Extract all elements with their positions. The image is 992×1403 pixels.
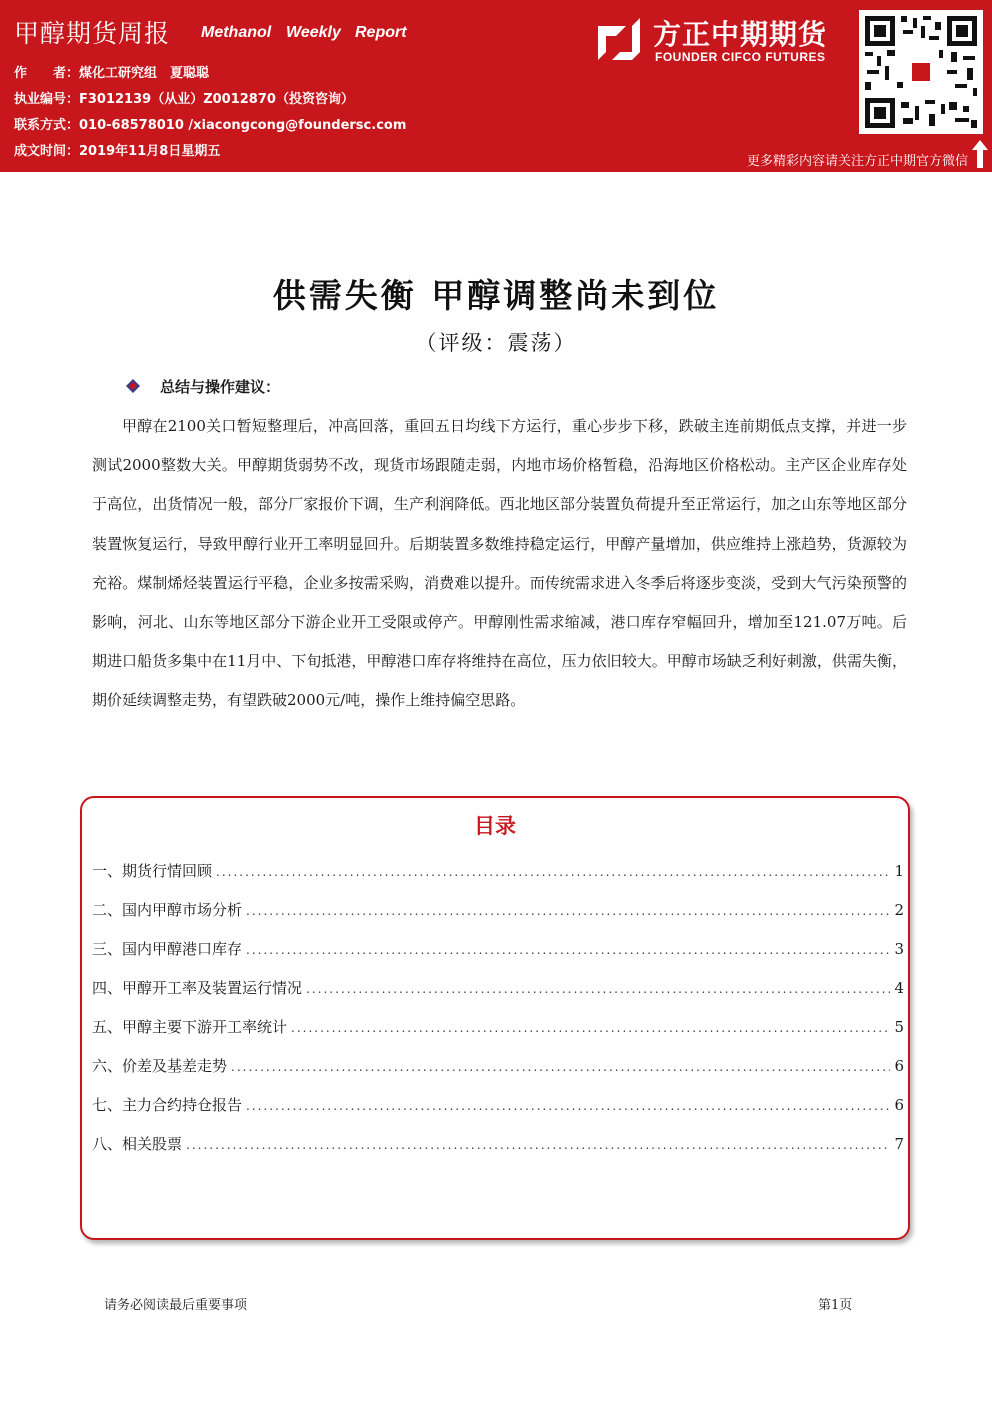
arrow-up-icon — [972, 140, 988, 168]
table-of-contents — [80, 796, 910, 1240]
toc-item-page: 4 — [894, 979, 904, 997]
toc-item-label: 六、价差及基差走势 — [92, 1057, 228, 1075]
author-line: 作 者：煤化工研究组 夏聪聪 — [14, 66, 210, 81]
page-number: 第1页 — [818, 1298, 853, 1313]
footer-notice: 请务必阅读最后重要事项 — [104, 1298, 248, 1313]
toc-item-label: 四、甲醇开工率及装置运行情况 — [92, 979, 303, 997]
toc-leader-dots — [306, 982, 890, 996]
toc-item-label: 三、国内甲醇港口库存 — [92, 940, 243, 958]
toc-title: 目录 — [474, 814, 516, 838]
follow-wechat-text: 更多精彩内容请关注方正中期官方微信 — [746, 154, 968, 169]
toc-item-label: 一、期货行情回顾 — [92, 862, 213, 880]
page-title: 供需失衡 甲醇调整尚未到位 — [272, 276, 720, 315]
report-title: 甲醇期货周报 — [14, 19, 171, 48]
toc-item-page: 5 — [894, 1018, 904, 1036]
logo-chinese-name: 方正中期期货 — [653, 18, 828, 51]
toc-leader-dots — [291, 1021, 890, 1035]
toc-leader-dots — [246, 904, 890, 918]
toc-leader-dots — [246, 1099, 890, 1113]
toc-item[interactable] — [92, 899, 904, 921]
toc-item-page: 6 — [894, 1057, 904, 1075]
toc-item-page: 7 — [894, 1135, 904, 1153]
toc-item[interactable] — [92, 860, 904, 882]
toc-item[interactable] — [92, 938, 904, 960]
english-title-word: Weekly — [286, 24, 341, 41]
founder-logo-icon — [598, 18, 640, 60]
toc-item-label: 五、甲醇主要下游开工率统计 — [92, 1018, 288, 1036]
date-line: 成文时间：2019年11月8日星期五 — [14, 144, 221, 159]
toc-item[interactable] — [92, 1055, 904, 1077]
toc-item-label: 八、相关股票 — [92, 1135, 183, 1153]
toc-item[interactable] — [92, 1016, 904, 1038]
toc-leader-dots — [246, 943, 890, 957]
summary-heading: 总结与操作建议： — [160, 378, 281, 396]
toc-item[interactable] — [92, 1133, 904, 1155]
qr-code-icon — [859, 10, 983, 134]
toc-item-page: 3 — [894, 940, 904, 958]
toc-leader-dots — [231, 1060, 890, 1074]
english-title-word: Methanol — [201, 24, 272, 41]
toc-item-label: 二、国内甲醇市场分析 — [92, 901, 243, 919]
logo-english-name: FOUNDER CIFCO FUTURES — [655, 50, 826, 64]
rating-label: （评级：震荡） — [415, 331, 577, 355]
bullet-diamond-icon — [126, 379, 140, 393]
english-title-word: Report — [355, 24, 407, 41]
toc-item-page: 6 — [894, 1096, 904, 1114]
toc-item-page: 2 — [894, 901, 904, 919]
toc-leader-dots — [216, 865, 890, 879]
toc-item[interactable] — [92, 1094, 904, 1116]
toc-item-label: 七、主力合约持仓报告 — [92, 1096, 243, 1114]
contact-line: 联系方式：010-68578010 /xiacongcong@foundersc.com — [14, 118, 407, 133]
report-header — [0, 0, 992, 172]
toc-item[interactable] — [92, 977, 904, 999]
toc-item-page: 1 — [894, 862, 904, 880]
toc-leader-dots — [186, 1138, 890, 1152]
license-line: 执业编号：F3012139（从业）Z0012870（投资咨询） — [14, 92, 354, 107]
summary-paragraph: 甲醇在2100关口暂短整理后，冲高回落，重回五日均线下方运行，重心步步下移，跌破主连前期低点支撑，并进一步测试2000整数大关。甲醇期货弱势不改，现货市场跟随走弱，内地市场价格暂稳，沿海地区价格松动。主产区企业库存处于高位，出货情况一般，部分厂家报价下调，生产利润降低。西北地区部分装置负荷提升至正常运行，加之山东等地区部分装置恢复运行，导致甲醇行业开工率明显回升。后期装置多数维持稳定运行，甲醇产量增加，供应维持上涨趋势，货源较为充裕。煤制烯烃装置运行平稳，企业多按需采购，消费难以提升。而传统需求进入冬季后将逐步变淡，受到大气污染预警的影响，河北、山东等地区部分下游企业开工受限或停产。甲醇刚性需求缩减，港口库存窄幅回升，增加至121.07万吨。后期进口船货多集中在11月中、下旬抵港，甲醇港口库存将维持在高位，压力依旧较大。甲醇市场缺乏利好刺激，供需失衡，期价延续调整走势，有望跌破2000元/吨，操作上维持偏空思路。 — [92, 417, 907, 710]
